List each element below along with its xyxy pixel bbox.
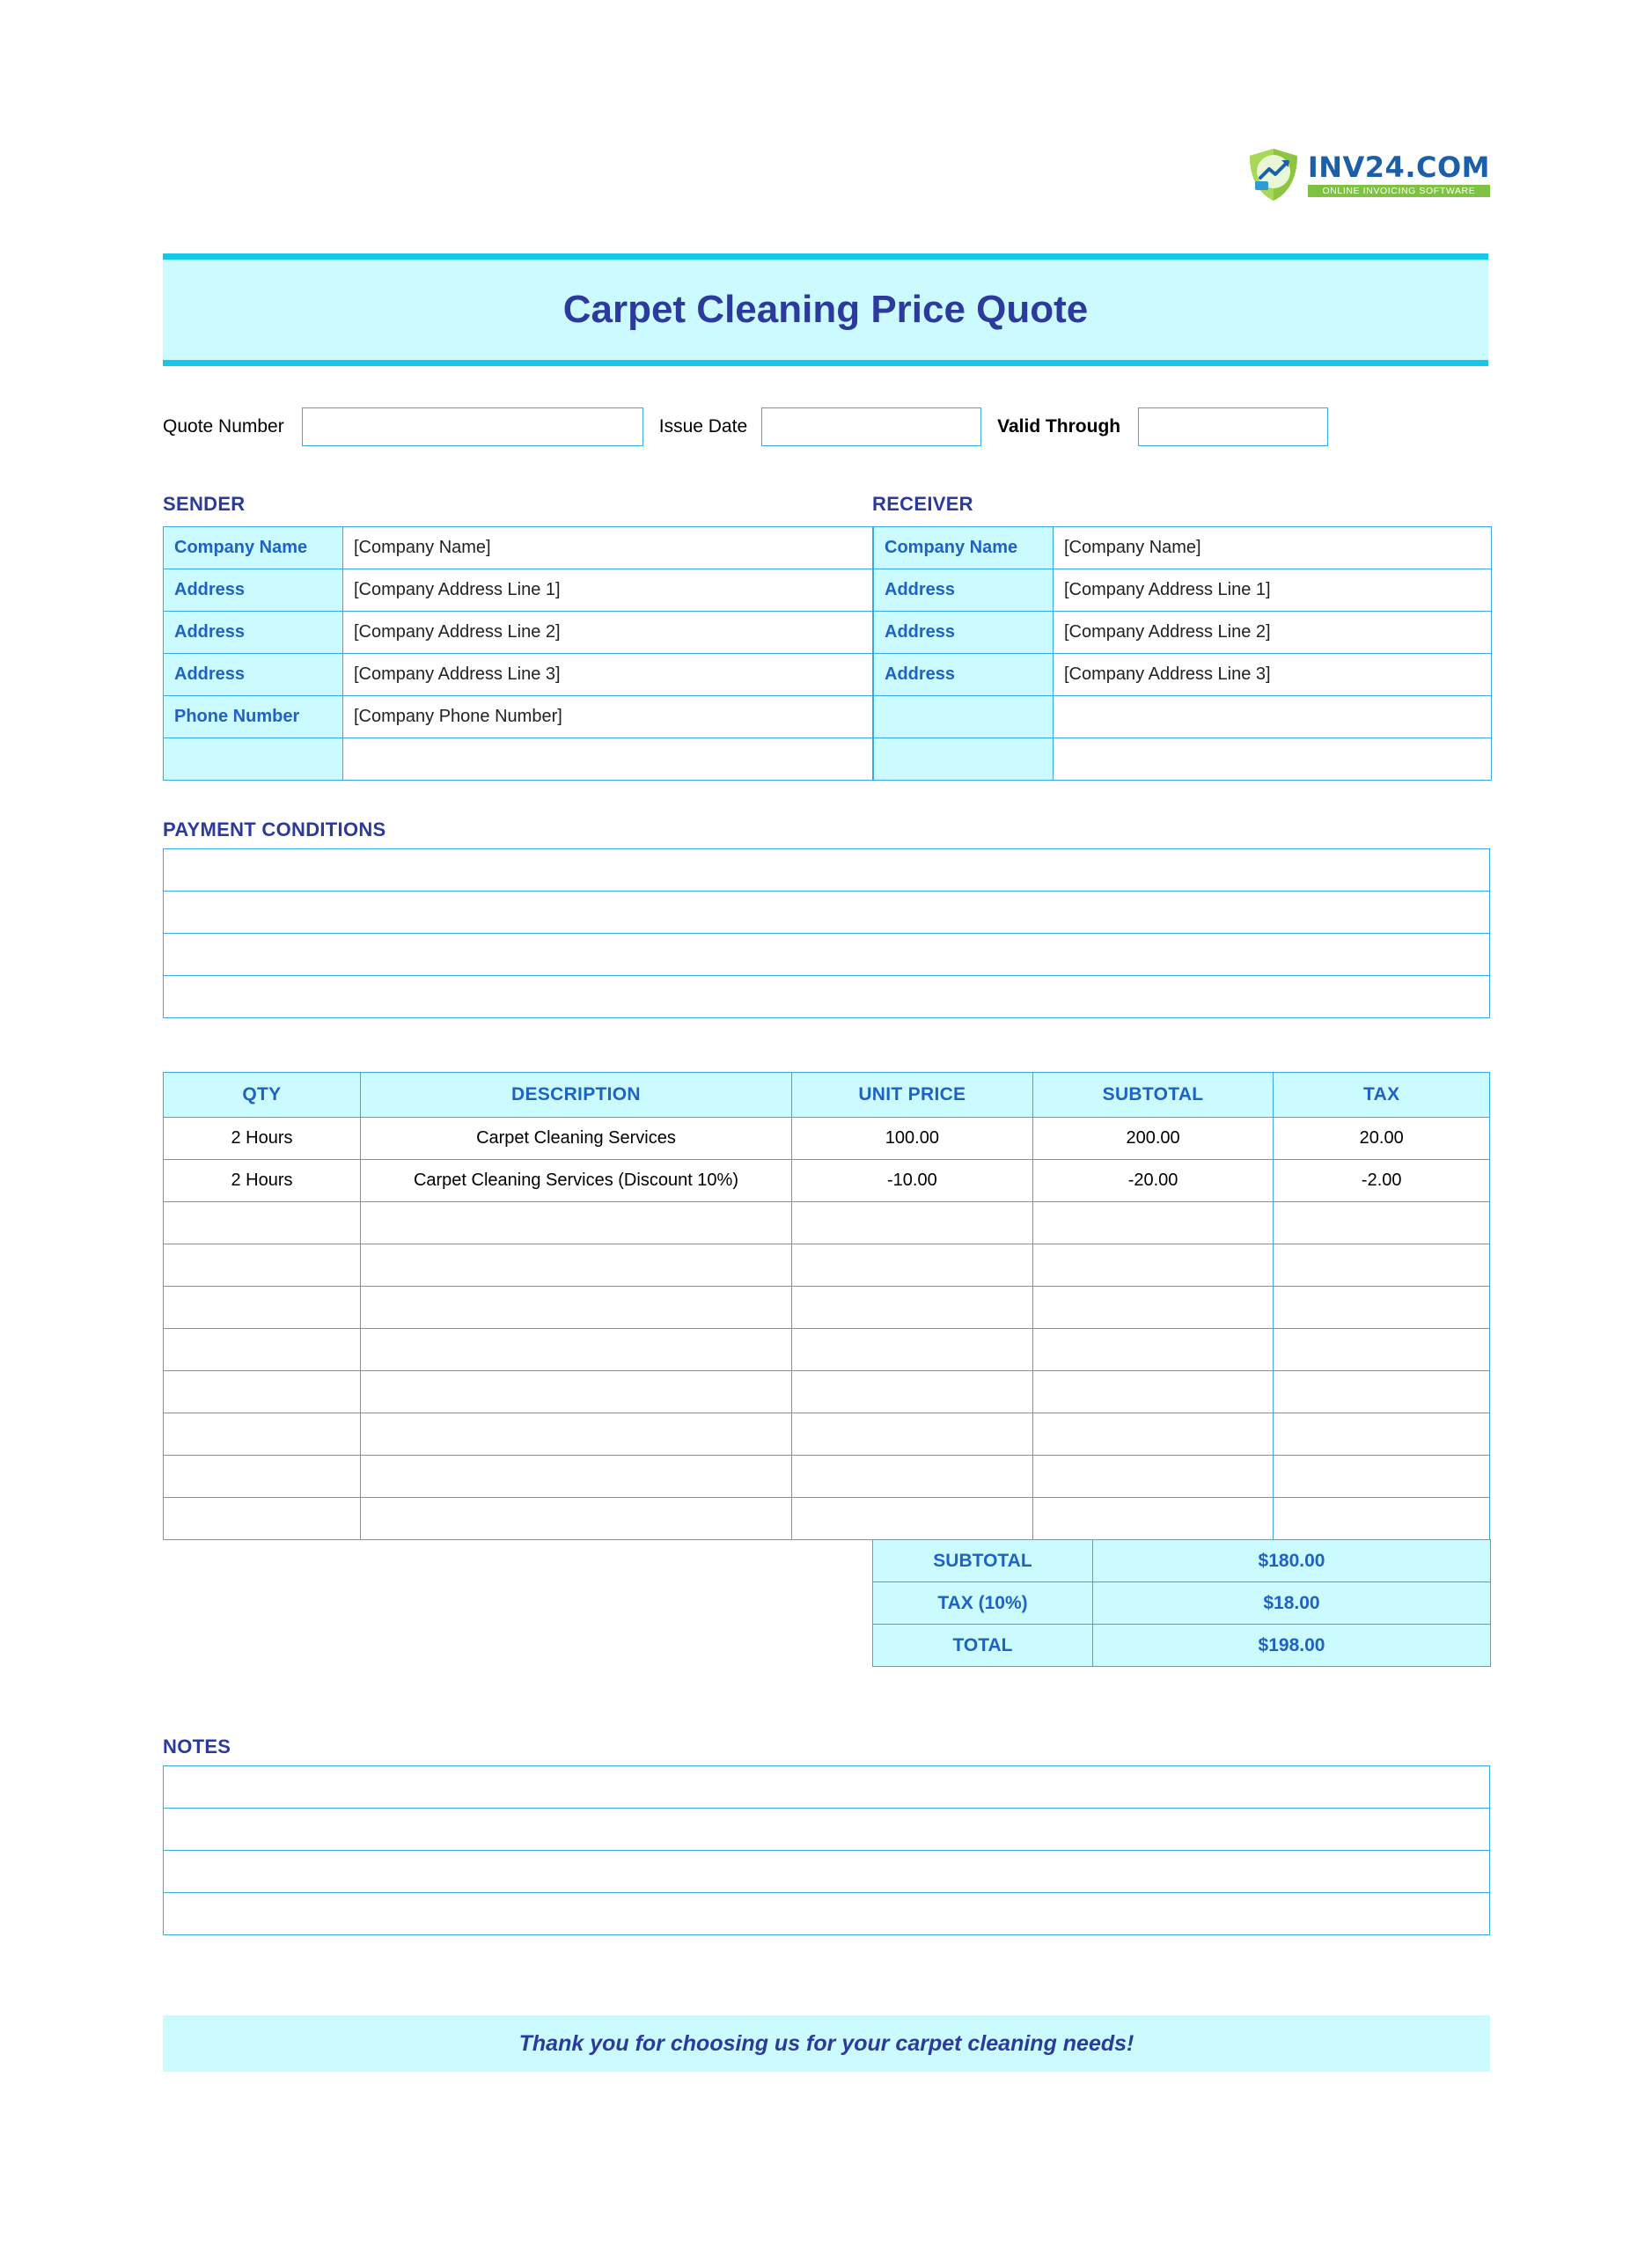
totals-value-subtotal: $180.00 [1093, 1540, 1491, 1582]
cell-unit-price[interactable] [792, 1456, 1033, 1498]
sender-value[interactable]: [Company Address Line 1] [343, 569, 873, 612]
sender-key [164, 738, 343, 781]
cell-qty[interactable] [164, 1202, 361, 1244]
sender-key: Address [164, 612, 343, 654]
cell-tax[interactable] [1274, 1329, 1490, 1371]
cell-unit-price[interactable] [792, 1244, 1033, 1287]
cell-qty[interactable]: 2 Hours [164, 1160, 361, 1202]
receiver-key: Company Name [874, 527, 1054, 569]
sender-key: Address [164, 569, 343, 612]
receiver-key [874, 738, 1054, 781]
cell-qty[interactable] [164, 1244, 361, 1287]
cell-unit-price[interactable] [792, 1287, 1033, 1329]
table-row [164, 1371, 1490, 1413]
table-row [164, 738, 873, 781]
cell-unit-price[interactable] [792, 1498, 1033, 1540]
sender-value[interactable] [343, 738, 873, 781]
cell-subtotal[interactable] [1032, 1287, 1274, 1329]
cell-tax[interactable]: 20.00 [1274, 1118, 1490, 1160]
payment-conditions-lines [163, 848, 1490, 1018]
table-row [874, 569, 1492, 612]
receiver-heading: RECEIVER [872, 493, 973, 515]
brand-logo [1248, 148, 1490, 202]
receiver-table [873, 526, 1492, 781]
totals-row-total [873, 1625, 1491, 1667]
notes-line[interactable] [164, 1893, 1489, 1935]
table-row [874, 612, 1492, 654]
valid-through-label: Valid Through [997, 416, 1121, 437]
cell-tax[interactable] [1274, 1456, 1490, 1498]
table-row [164, 569, 873, 612]
table-row [874, 527, 1492, 569]
page-title: Carpet Cleaning Price Quote [562, 288, 1089, 331]
table-row [164, 654, 873, 696]
quote-number-input[interactable] [302, 407, 643, 446]
table-header-row [164, 1073, 1490, 1118]
cell-tax[interactable] [1274, 1244, 1490, 1287]
sender-heading: SENDER [163, 493, 246, 515]
cell-subtotal[interactable]: 200.00 [1032, 1118, 1274, 1160]
parties-headings [163, 493, 1490, 523]
cell-subtotal[interactable] [1032, 1202, 1274, 1244]
cell-description[interactable] [360, 1456, 791, 1498]
cell-qty[interactable] [164, 1498, 361, 1540]
cell-qty[interactable] [164, 1456, 361, 1498]
sender-value[interactable]: [Company Address Line 2] [343, 612, 873, 654]
cell-tax[interactable] [1274, 1202, 1490, 1244]
cell-description[interactable]: Carpet Cleaning Services [360, 1118, 791, 1160]
receiver-key: Address [874, 612, 1054, 654]
cell-unit-price[interactable] [792, 1329, 1033, 1371]
totals-section [872, 1539, 1490, 1667]
cell-tax[interactable] [1274, 1498, 1490, 1540]
issue-date-input[interactable] [761, 407, 981, 446]
cell-description[interactable] [360, 1202, 791, 1244]
footer-message: Thank you for choosing us for your carpet cleaning needs! [518, 2030, 1134, 2056]
receiver-value[interactable] [1054, 696, 1492, 738]
cell-subtotal[interactable] [1032, 1498, 1274, 1540]
cell-qty[interactable] [164, 1413, 361, 1456]
notes-line[interactable] [164, 1851, 1489, 1893]
table-row [874, 654, 1492, 696]
column-header-tax: TAX [1274, 1073, 1490, 1118]
receiver-value[interactable]: [Company Name] [1054, 527, 1492, 569]
cell-qty[interactable] [164, 1371, 361, 1413]
receiver-value[interactable]: [Company Address Line 3] [1054, 654, 1492, 696]
cell-tax[interactable]: -2.00 [1274, 1160, 1490, 1202]
receiver-value[interactable]: [Company Address Line 2] [1054, 612, 1492, 654]
cell-unit-price[interactable] [792, 1371, 1033, 1413]
table-row [164, 1118, 1490, 1160]
totals-row-tax [873, 1582, 1491, 1625]
totals-value-tax: $18.00 [1093, 1582, 1491, 1625]
line-items-table [163, 1072, 1490, 1540]
column-header-qty: QTY [164, 1073, 361, 1118]
cell-subtotal[interactable] [1032, 1244, 1274, 1287]
payment-conditions-line[interactable] [164, 849, 1489, 892]
cell-description[interactable] [360, 1329, 791, 1371]
cell-qty[interactable] [164, 1329, 361, 1371]
table-row [164, 1498, 1490, 1540]
brand-name: INV24.COM [1307, 150, 1490, 184]
table-row [164, 1287, 1490, 1329]
totals-table [872, 1539, 1491, 1667]
cell-subtotal[interactable] [1032, 1456, 1274, 1498]
cell-qty[interactable] [164, 1287, 361, 1329]
brand-tagline: ONLINE INVOICING SOFTWARE [1308, 185, 1490, 198]
cell-subtotal[interactable] [1032, 1413, 1274, 1456]
payment-conditions-heading: PAYMENT CONDITIONS [163, 818, 386, 840]
totals-label-subtotal: SUBTOTAL [873, 1540, 1093, 1582]
table-row [164, 1244, 1490, 1287]
receiver-key: Address [874, 654, 1054, 696]
notes-line[interactable] [164, 1809, 1489, 1851]
cell-description[interactable] [360, 1413, 791, 1456]
shield-logo-icon [1248, 148, 1299, 202]
quote-meta-row [163, 407, 1490, 447]
table-row [874, 696, 1492, 738]
notes-line[interactable] [164, 1766, 1489, 1809]
sender-value[interactable]: [Company Phone Number] [343, 696, 873, 738]
cell-description[interactable] [360, 1371, 791, 1413]
table-row [164, 1329, 1490, 1371]
sender-key: Company Name [164, 527, 343, 569]
table-row [164, 1202, 1490, 1244]
totals-label-tax: TAX (10%) [873, 1582, 1093, 1625]
quote-number-label: Quote Number [163, 416, 284, 437]
payment-conditions-line[interactable] [164, 892, 1489, 934]
issue-date-label: Issue Date [658, 416, 748, 437]
cell-description[interactable]: Carpet Cleaning Services (Discount 10%) [360, 1160, 791, 1202]
table-row [164, 1160, 1490, 1202]
sender-key: Phone Number [164, 696, 343, 738]
receiver-key: Address [874, 569, 1054, 612]
cell-description[interactable] [360, 1498, 791, 1540]
cell-tax[interactable] [1274, 1371, 1490, 1413]
brand-logo-text [1307, 150, 1490, 198]
cell-qty[interactable]: 2 Hours [164, 1118, 361, 1160]
payment-conditions-line[interactable] [164, 934, 1489, 976]
sender-value[interactable]: [Company Address Line 3] [343, 654, 873, 696]
parties-section [163, 493, 1490, 781]
receiver-key [874, 696, 1054, 738]
line-items-section [163, 1072, 1490, 1540]
cell-unit-price[interactable] [792, 1413, 1033, 1456]
column-header-subtotal: SUBTOTAL [1032, 1073, 1274, 1118]
cell-tax[interactable] [1274, 1413, 1490, 1456]
receiver-value[interactable] [1054, 738, 1492, 781]
table-row [164, 1456, 1490, 1498]
table-row [164, 527, 873, 569]
cell-subtotal[interactable] [1032, 1329, 1274, 1371]
cell-description[interactable] [360, 1287, 791, 1329]
table-row [164, 1413, 1490, 1456]
cell-subtotal[interactable] [1032, 1371, 1274, 1413]
notes-section [163, 1736, 1490, 1935]
cell-unit-price[interactable]: 100.00 [792, 1118, 1033, 1160]
document-title-banner [163, 253, 1488, 366]
cell-tax[interactable] [1274, 1287, 1490, 1329]
totals-row-subtotal [873, 1540, 1491, 1582]
table-row [164, 696, 873, 738]
table-row [164, 612, 873, 654]
payment-conditions-line[interactable] [164, 976, 1489, 1018]
receiver-value[interactable]: [Company Address Line 1] [1054, 569, 1492, 612]
parties-tables [163, 526, 1490, 781]
notes-lines [163, 1765, 1490, 1935]
notes-heading: NOTES [163, 1736, 231, 1758]
footer-banner [163, 2015, 1490, 2072]
totals-value-total: $198.00 [1093, 1625, 1491, 1667]
table-row [874, 738, 1492, 781]
sender-key: Address [164, 654, 343, 696]
column-header-description: DESCRIPTION [360, 1073, 791, 1118]
cell-unit-price[interactable]: -10.00 [792, 1160, 1033, 1202]
cell-description[interactable] [360, 1244, 791, 1287]
valid-through-input[interactable] [1138, 407, 1328, 446]
cell-unit-price[interactable] [792, 1202, 1033, 1244]
cell-subtotal[interactable]: -20.00 [1032, 1160, 1274, 1202]
payment-conditions-section [163, 818, 1490, 1018]
sender-value[interactable]: [Company Name] [343, 527, 873, 569]
column-header-unit-price: UNIT PRICE [792, 1073, 1033, 1118]
totals-label-total: TOTAL [873, 1625, 1093, 1667]
sender-table [163, 526, 873, 781]
